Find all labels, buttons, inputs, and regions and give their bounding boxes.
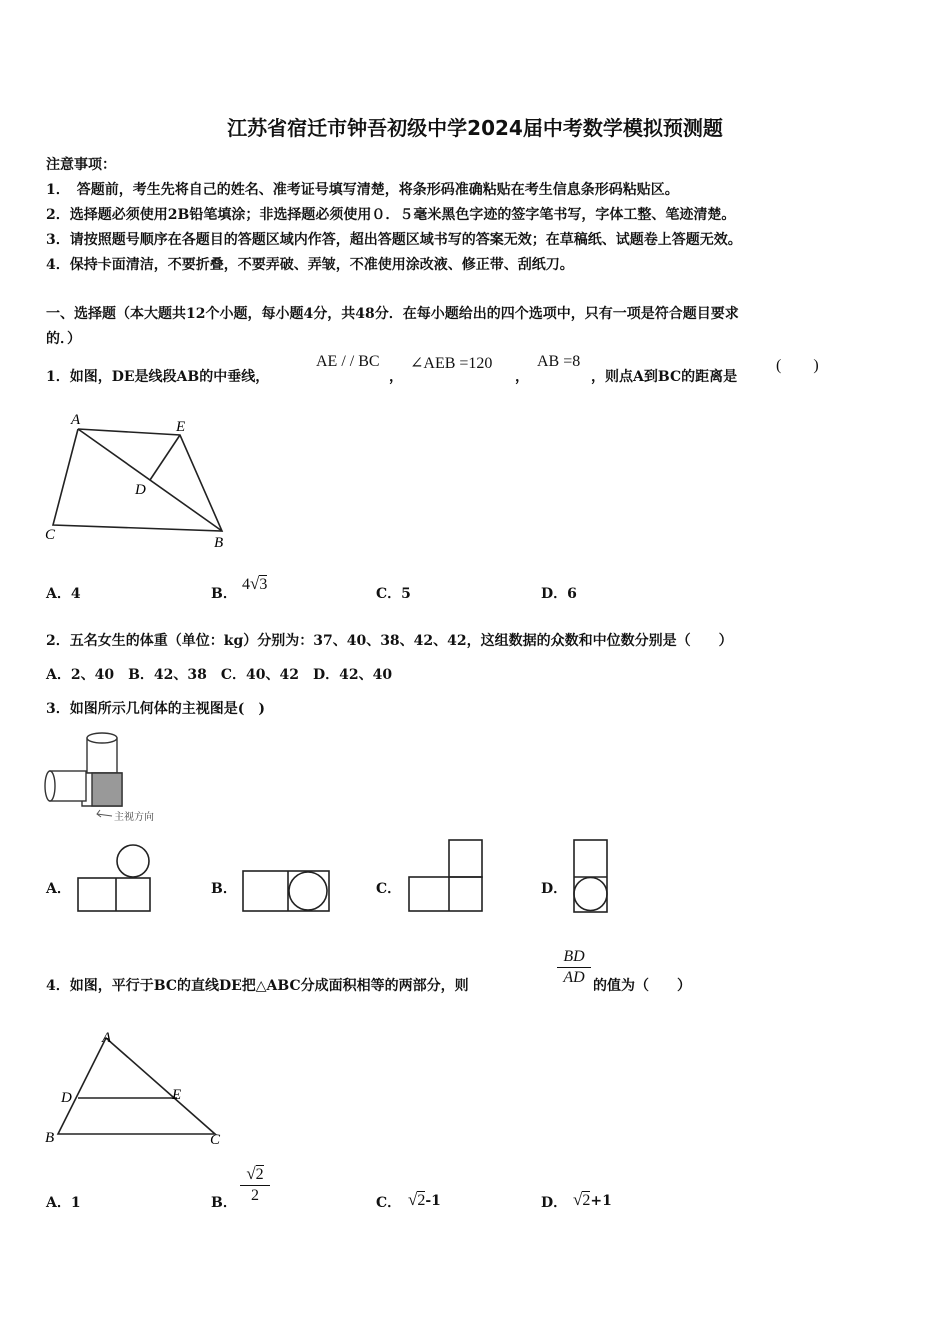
q4-text-b: 的值为（ ）	[593, 978, 691, 994]
q1-text-a: 1．如图，DE是线段AB的中垂线，	[46, 369, 270, 385]
q3-text: 3．如图所示几何体的主视图是( )	[46, 701, 265, 717]
q3-option-c-view	[405, 837, 487, 915]
q1-label-e: E	[176, 419, 186, 435]
q1-option-a: A．4	[46, 586, 81, 602]
q1-sep: ，	[515, 369, 529, 385]
q1-figure	[40, 405, 240, 555]
q1-label-b: B	[214, 535, 224, 551]
q3-option-d-view	[571, 837, 611, 915]
q4-fraction-denominator: AD	[563, 969, 585, 986]
q1-label-d: D	[135, 482, 146, 498]
q3-option-a-view	[74, 842, 154, 916]
q3-option-c-letter: C．	[376, 881, 402, 897]
q1-option-b-value: 4√3	[242, 574, 268, 593]
q1-option-c: C．5	[376, 586, 411, 602]
q3-option-d-letter: D．	[541, 881, 568, 897]
notice-item: 3．请按照题号顺序在各题目的答题区域内作答，超出答题区域书写的答案无效；在草稿纸、试题卷上答题无效。	[46, 232, 742, 248]
q1-math-parallel: AE / / BC	[316, 353, 380, 370]
q1-text-b: ，则点A到BC的距离是	[591, 369, 738, 385]
q4-triangle	[58, 1038, 215, 1134]
q4-label-c: C	[210, 1132, 221, 1148]
q4-text-a: 4．如图，平行于BC的直线DE把△ABC分成面积相等的两部分，则	[46, 978, 469, 994]
q2-text: 2．五名女生的体重（单位：kg）分别为：37、40、38、42、42，这组数据的众数和中位数分别是（ ）	[46, 633, 733, 649]
q4-option-d-letter: D．	[541, 1195, 568, 1211]
q4-option-c-letter: C．	[376, 1195, 402, 1211]
notice-item: 4．保持卡面清洁，不要折叠，不要弄破、弄皱，不准使用涂改液、修正带、刮纸刀。	[46, 257, 574, 273]
q4-option-d-value: √2+1	[573, 1190, 612, 1209]
q3-view-label: 主视方向	[114, 812, 154, 823]
q1-quadrilateral	[53, 429, 222, 531]
q1-math-angle: ∠AEB =120	[410, 355, 493, 372]
notice-item: 1． 答题前，考生先将自己的姓名、准考证号填写清楚，将条形码准确粘贴在考生信息条形码粘贴区。	[46, 182, 679, 198]
q1-answer-bracket: ( )	[776, 357, 819, 374]
q3-cube-shade	[92, 773, 122, 806]
q1-label-a: A	[71, 412, 81, 428]
q3-horizontal-cylinder-end	[45, 771, 55, 801]
notice-item: 2．选择题必须使用2B铅笔填涂；非选择题必须使用０．５毫米黑色字迹的签字笔书写，字体工整、笔迹清楚。	[46, 207, 736, 223]
q3-solid-figure	[42, 728, 172, 828]
q4-figure	[40, 1028, 240, 1153]
q4-label-d: D	[61, 1090, 72, 1106]
q4-option-c-value: √2-1	[408, 1190, 441, 1209]
q4-option-b-letter: B．	[211, 1195, 237, 1211]
q4-fraction-numerator: BD	[563, 948, 585, 965]
q1-option-d: D．6	[541, 586, 577, 602]
q4-label-a: A	[102, 1030, 112, 1046]
q4-option-a: A．1	[46, 1195, 81, 1211]
q1-sep: ，	[389, 369, 403, 385]
q3-option-b-view	[240, 868, 334, 914]
section-heading-line1: 一、选择题（本大题共12个小题，每小题4分，共48分．在每小题给出的四个选项中，只有一项是符合题目要求	[46, 306, 739, 322]
q3-option-b-letter: B．	[211, 881, 237, 897]
notice-heading: 注意事项：	[46, 157, 116, 173]
q4-label-b: B	[45, 1130, 55, 1146]
q4-option-b-value: √2 2	[240, 1164, 270, 1205]
q4-fraction	[557, 948, 591, 987]
q1-label-c: C	[45, 527, 56, 543]
q1-segment-de	[150, 435, 180, 480]
q2-options: A．2、40 B．42、38 C．40、42 D．42、40	[46, 667, 393, 683]
q1-math-length: AB =8	[537, 353, 581, 370]
section-heading-line2: 的．）	[46, 331, 81, 347]
page-title: 江苏省宿迁市钟吾初级中学2024届中考数学模拟预测题	[227, 116, 723, 140]
q3-option-a-letter: A．	[46, 881, 71, 897]
q1-option-b-letter: B．	[211, 586, 237, 602]
q3-vertical-cylinder-top	[87, 733, 117, 743]
q4-label-e: E	[172, 1087, 182, 1103]
